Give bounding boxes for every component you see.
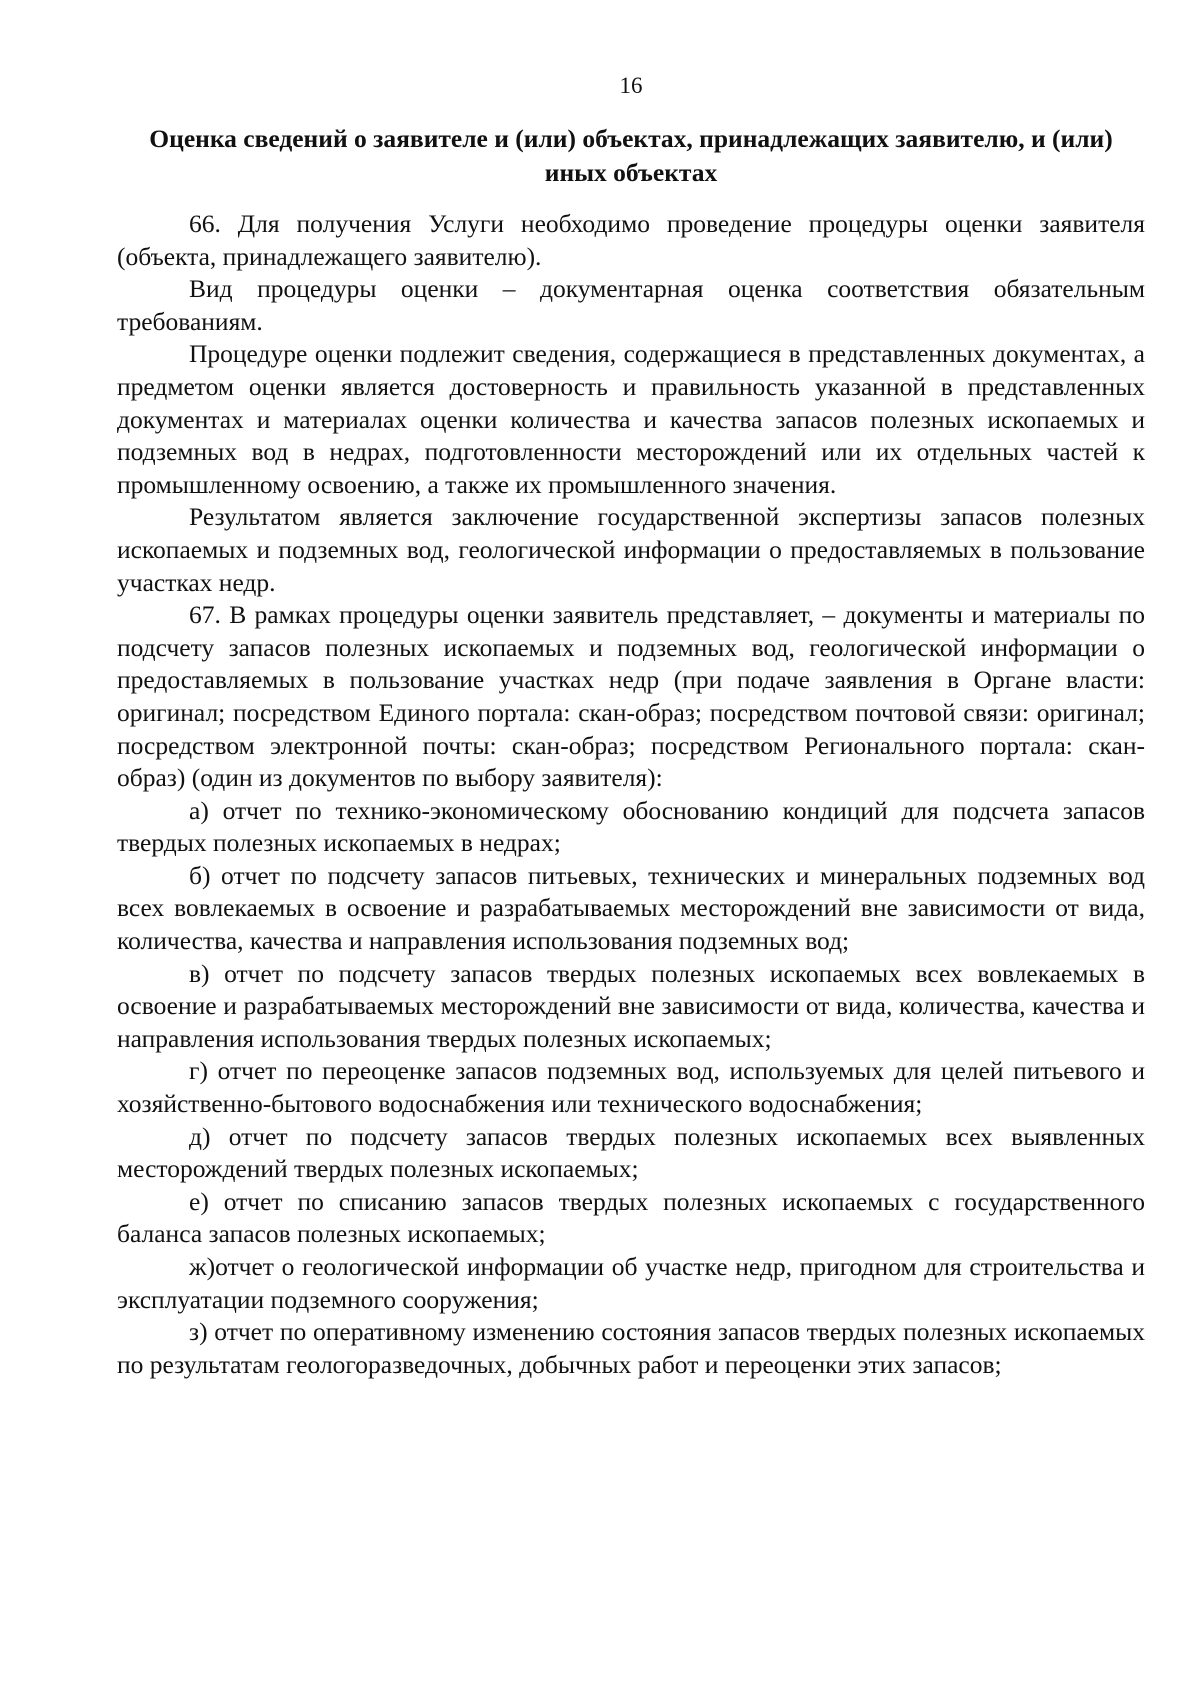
list-item-zh: ж)отчет о геологической информации об участке недр, пригодном для строительства и эксплуатации подземного сооружения; bbox=[117, 1252, 1145, 1314]
paragraph-66: 66. Для получения Услуги необходимо проведение процедуры оценки заявителя (объекта, принадлежащего заявителю). bbox=[117, 209, 1145, 271]
section-heading: Оценка сведений о заявителе и (или) объектах, принадлежащих заявителю, и (или) иных объектах bbox=[149, 124, 1113, 187]
paragraph-procedure-type: Вид процедуры оценки – документарная оценка соответствия обязательным требованиям. bbox=[117, 274, 1145, 336]
list-item-a: а) отчет по технико-экономическому обоснованию кондиций для подсчета запасов твердых полезных ископаемых в недрах; bbox=[117, 795, 1145, 858]
paragraph-result: Результатом является заключение государственной экспертизы запасов полезных ископаемых и подземных вод, геологической информации о предоставляемых в пользование участках недр. bbox=[117, 502, 1145, 597]
paragraph-67: 67. В рамках процедуры оценки заявитель представляет, – документы и материалы по подсчету запасов полезных ископаемых и подземных вод, геологической информации о предоставляемых в пользование участках недр (при подаче заявления в Органе власти: оригинал; посредством Единого портала: скан-образ; посредством почтовой связи: оригинал; посредством электронной почты: скан-образ; посредством Регионального портала: скан-образ) (один из документов по выбору заявителя): bbox=[117, 600, 1145, 793]
list-item-v: в) отчет по подсчету запасов твердых полезных ископаемых всех вовлекаемых в освоение и разрабатываемых месторождений вне зависимости от вида, количества, качества и направления использования твердых полезных ископаемых; bbox=[117, 958, 1145, 1053]
document-body bbox=[117, 208, 1145, 1381]
paragraph-assessment-subject: Процедуре оценки подлежит сведения, содержащиеся в представленных документах, а предметом оценки является достоверность и правильность указанной в представленных документах и материалах оценки количества и качества запасов полезных ископаемых и подземных вод в недрах, подготовленности месторождений или их отдельных частей к промышленному освоению, а также их промышленного значения. bbox=[117, 339, 1145, 499]
list-item-g: г) отчет по переоценке запасов подземных вод, используемых для целей питьевого и хозяйственно-бытового водоснабжения или технического водоснабжения; bbox=[117, 1056, 1145, 1119]
list-item-z: з) отчет по оперативному изменению состояния запасов твердых полезных ископаемых по результатам геологоразведочных, добычных работ и переоценки этих запасов; bbox=[117, 1317, 1145, 1379]
list-item-d: д) отчет по подсчету запасов твердых полезных ископаемых всех выявленных месторождений твердых полезных ископаемых; bbox=[117, 1121, 1145, 1184]
list-item-b: б) отчет по подсчету запасов питьевых, технических и минеральных подземных вод всех вовлекаемых в освоение и разрабатываемых месторождений вне зависимости от вида, количества, качества и направления использования подземных вод; bbox=[117, 860, 1145, 956]
list-item-e: е) отчет по списанию запасов твердых полезных ископаемых с государственного баланса запасов полезных ископаемых; bbox=[117, 1186, 1145, 1249]
page-number: 16 bbox=[619, 73, 643, 98]
